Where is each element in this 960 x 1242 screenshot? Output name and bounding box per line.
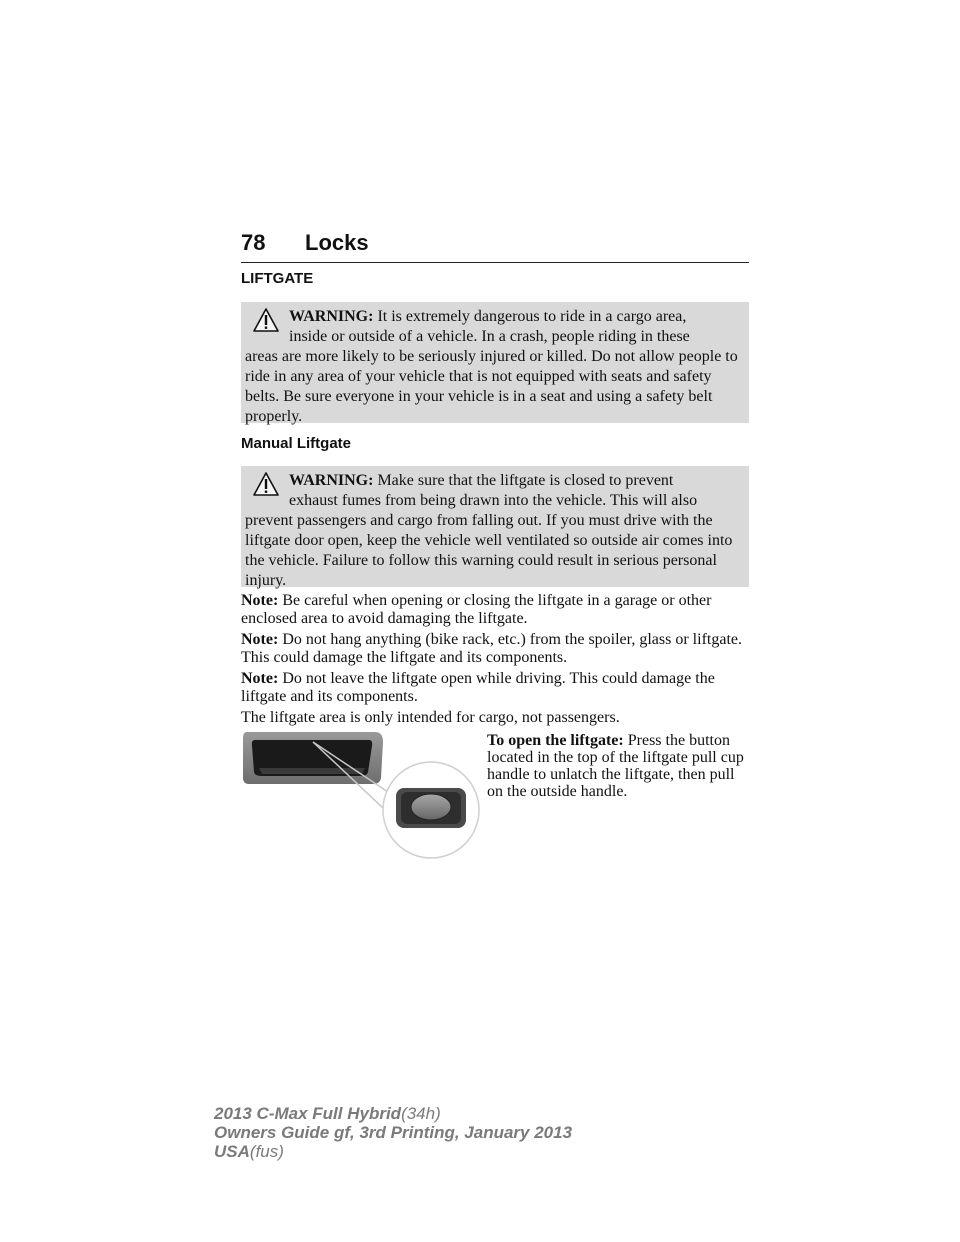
note-label: Note: — [241, 592, 279, 609]
liftgate-heading: LIFTGATE — [241, 270, 314, 287]
note-driving — [241, 670, 749, 706]
footer-line-1 — [214, 1104, 572, 1123]
note-text: Do not hang anything (bike rack, etc.) from the spoiler, glass or liftgate. This could damage the liftgate and its components. — [241, 631, 742, 666]
liftgate-handle-illustration — [241, 730, 481, 860]
note-text: Do not leave the liftgate open while driving. This could damage the liftgate and its components. — [241, 670, 715, 705]
note-text: Be careful when opening or closing the liftgate in a garage or other enclosed area to avoid damaging the liftgate. — [241, 592, 712, 627]
note-label: Note: — [241, 631, 279, 648]
warning-triangle-icon — [253, 308, 279, 332]
footer-model: 2013 C-Max Full Hybrid — [214, 1104, 402, 1123]
note-label: Note: — [241, 670, 279, 687]
page-footer — [214, 1104, 572, 1161]
footer-market: USA — [214, 1142, 250, 1161]
warning-rest: areas are more likely to be seriously injured or killed. Do not allow people to ride in any area of your vehicle that is not equipped with seats and safety belts. Be sure everyone in your vehicle is in a seat and using a safety belt properly. — [245, 348, 738, 425]
open-liftgate-instructions — [487, 732, 749, 800]
warning-label: WARNING: — [289, 472, 374, 489]
warning-line2: exhaust fumes from being drawn into the vehicle. This will also — [289, 492, 698, 509]
footer-market-code: (fus) — [249, 1142, 284, 1161]
warning-first-lines — [245, 471, 743, 511]
warning-box-exhaust — [241, 466, 749, 587]
open-label: To open the liftgate: — [487, 732, 624, 749]
page-header — [241, 228, 749, 263]
warning-triangle-icon — [253, 472, 279, 496]
warning-label: WARNING: — [289, 308, 374, 325]
warning-line1: It is extremely dangerous to ride in a cargo area, — [377, 308, 687, 325]
warning-box-cargo — [241, 302, 749, 423]
footer-line-3 — [214, 1142, 572, 1161]
note-spoiler — [241, 631, 749, 667]
warning-line1: Make sure that the liftgate is closed to prevent — [377, 472, 674, 489]
footer-model-code: (34h) — [401, 1104, 441, 1123]
open-text: Press the button located in the top of the liftgate pull cup handle to unlatch the liftgate, then pull on the outside handle. — [487, 732, 744, 800]
manual-liftgate-heading: Manual Liftgate — [241, 435, 352, 452]
footer-guide: Owners Guide gf, 3rd Printing, January 2013 — [214, 1123, 573, 1142]
footer-line-2 — [214, 1123, 572, 1142]
section-title: Locks — [305, 230, 369, 255]
page-number: 78 — [241, 230, 266, 255]
warning-rest: prevent passengers and cargo from falling out. If you must drive with the liftgate door open, keep the vehicle well ventilated so outside air comes into the vehicle. Failure to follow this warning could result in serious personal injury. — [245, 512, 733, 589]
warning-first-lines — [245, 307, 743, 347]
cargo-note: The liftgate area is only intended for cargo, not passengers. — [241, 709, 620, 726]
warning-line2: inside or outside of a vehicle. In a crash, people riding in these — [289, 328, 690, 345]
note-garage — [241, 592, 749, 628]
